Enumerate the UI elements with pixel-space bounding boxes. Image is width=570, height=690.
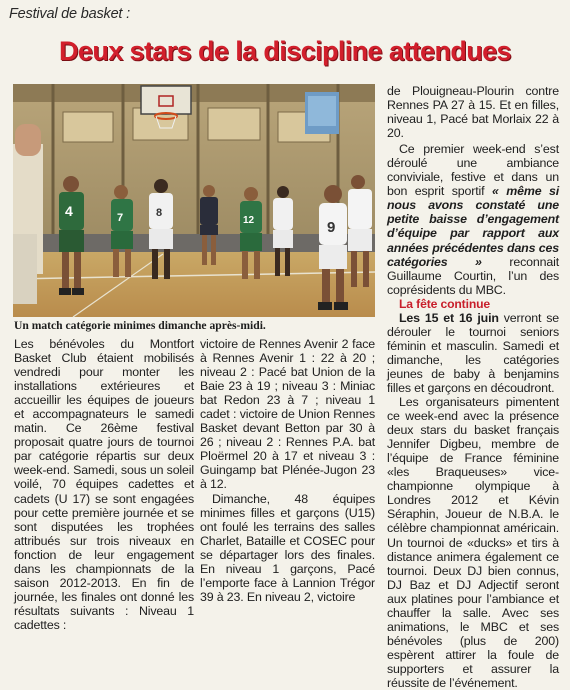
svg-text:8: 8 [156,207,163,219]
article-headline: Deux stars de la discipline attendues [59,36,511,66]
article-kicker: Festival de basket : [9,6,130,22]
svg-text:4: 4 [65,203,73,219]
svg-text:12: 12 [243,215,255,226]
column-2-paragraph-1: victoire de Rennes Avenir 2 face à Rennes Avenir 1 : 22 à 20 ; niveau 2 : Pacé bat Union de la Baie 23 à 19 ; niveau 3 : Miniac bat Redon 23 à 7 ; niveau 1 cadet : victoire de Union Rennes Basket devant Betton par 30 à 26 ; niveau 2 : Rennes P.A. bat Ploërmel 20 à 17 et niveau 3 : Guingamp bat Plénée-Jugon 23 à 12. [200,337,375,492]
basketball-court-photo [13,84,375,317]
column-3-paragraph-3 [387,311,559,395]
paragraph-3-rest: verront se dérouler le tournoi seniors féminin et masculin. Samedi et dimanche, les catégories jeunes de baby à benjamins filles et garçons en découdront. [387,310,559,395]
column-1-paragraph: Les bénévoles du Montfort Basket Club étaient mobilisés vendredi pour monter les installations extérieures et accueillir les équipes de joueurs et accompagnateurs le samedi matin. Ce 26ème festival proposait quatre jours de tournoi par catégorie répartis sur deux week-end. Samedi, sous un soleil voilé, 70 équipes cadettes et cadets (U 17) se sont engagées pour cette première journée et se sont disputées les trophées attribués sur trois niveaux en fonction de leur engagement dans les championnats de la saison 2012-2013. En fin de journée, les finales ont donné les résultats suivants : Niveau 1 cadettes : [14,337,194,632]
svg-text:7: 7 [117,212,124,224]
photo-caption: Un match catégorie minimes dimanche après-midi. [14,319,266,332]
column-2-paragraph-2: Dimanche, 48 équipes minimes filles et garçons (U15) ont foulé les terrains des salles Charlet, Bataille et COSEC pour se départager lors des finales. En niveau 1 garçons, Pacé l’emporte face à Lannion Trégor 39 à 23. En niveau 2, victoire [200,491,375,604]
article-column-1 [14,337,194,632]
article-photo [13,84,375,317]
courtin-quote: « même si nous avons constaté une petite baisse d’engagement d’équipe par rapport aux années précédentes dans ces catégories » [387,184,560,269]
article-column-2 [200,337,375,604]
column-3-paragraph-4: Les organisateurs pimentent ce week-end avec la présence deux stars du basket français Jennifer Digbeu, membre de l’équipe de France féminine «les Braqueuses» vice-championne olympique à Londres 2012 et Kévin Séraphin, Joueur de N.B.A. le célèbre championnat américain. Un tournoi de «ducks» et tirs à distance animera également ce tournoi. Deux DJ bien connus, DJ Baz et DJ Adjectif seront aux platines pour l’ambiance et chauffer la salle. Avec ses animations, le MBC et ses bénévoles (plus de 200) espèrent attirer la foule de supporters et assurer la réussite de l’événement. [387,395,559,690]
paragraph-2-start: Ce premier week-end s’est déroulé une ambiance conviviale, festive et dans un bon esprit sportif [387,142,559,199]
article-column-3 [387,84,559,690]
subhead-fete-continue: La fête continue [399,296,491,311]
paragraph-3-lead: Les 15 et 16 juin [399,310,499,325]
column-3-paragraph-2 [387,142,559,297]
paragraph-2-end: reconnait Guillaume Courtin, l’un des coprésidents du MBC. [387,254,559,297]
svg-text:9: 9 [327,219,336,236]
column-3-paragraph-1: de Plouigneau-Plourin contre Rennes PA 27 à 15. Et en filles, niveau 1, Pacé bat Morlaix 22 à 20. [387,84,559,141]
